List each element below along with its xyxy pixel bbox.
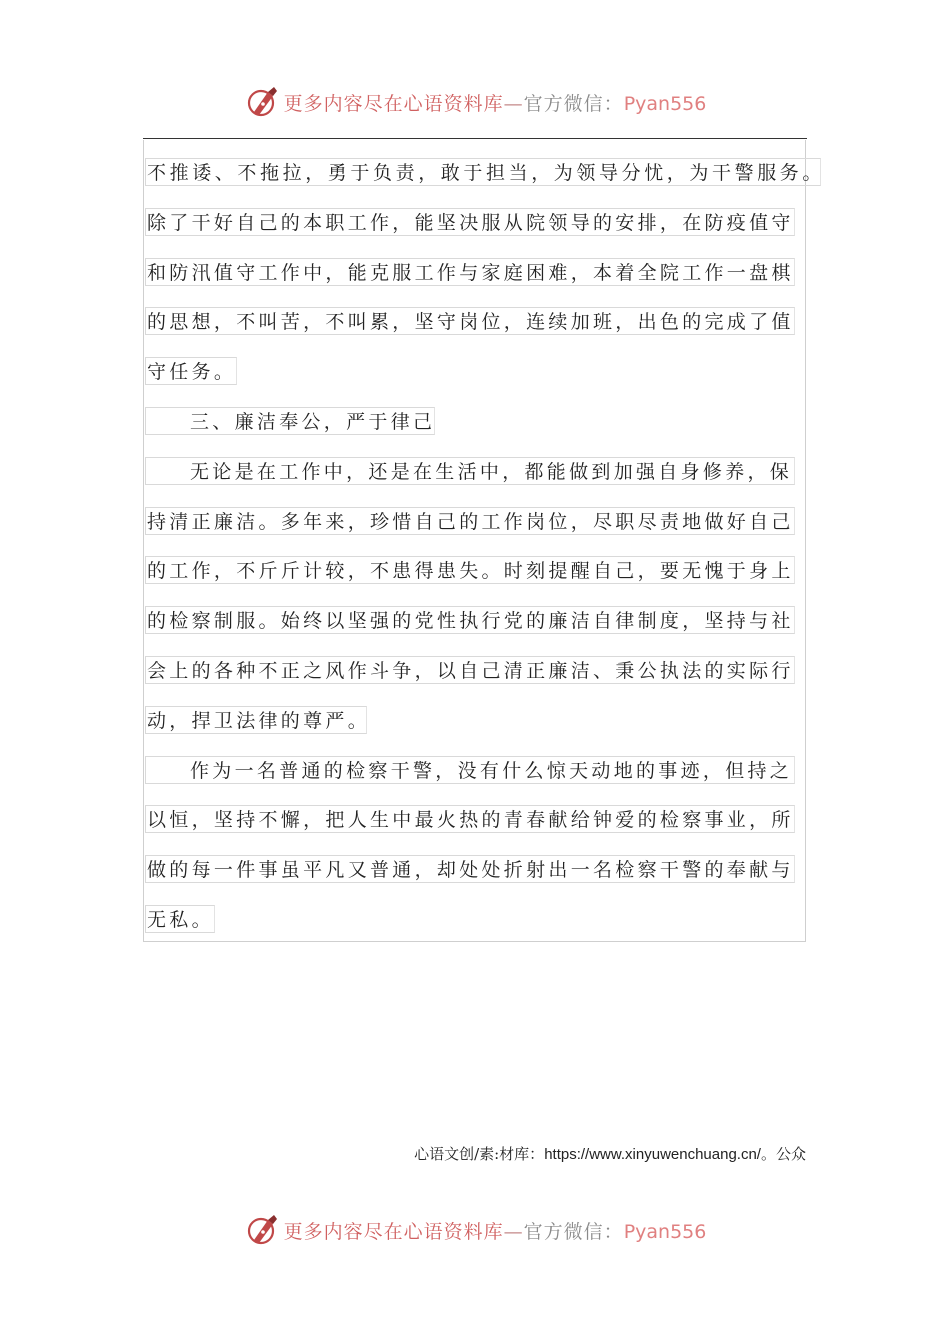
text-line bbox=[143, 297, 807, 347]
text-line-content: 无私。 bbox=[145, 905, 215, 933]
text-line bbox=[143, 895, 807, 945]
pen-nib-circle-icon bbox=[244, 84, 280, 120]
text-line-content: 无论是在工作中，还是在生活中，都能做到加强自身修养，保 bbox=[145, 457, 795, 485]
footer-banner bbox=[0, 1208, 950, 1252]
section-heading bbox=[143, 397, 807, 447]
banner-main: 更多内容尽在心语资料库 bbox=[283, 92, 504, 115]
text-line-content: 做的每一件事虽平凡又普通，却处处折射出一名检察干警的奉献与 bbox=[145, 855, 795, 883]
banner-text bbox=[284, 1217, 707, 1244]
document-body bbox=[143, 148, 826, 945]
text-line-content: 和防汛值守工作中，能克服工作与家庭困难，本着全院工作一盘棋 bbox=[145, 258, 795, 286]
banner-wechat-label: 官方微信： bbox=[523, 92, 624, 115]
text-line-content: 的工作，不斤斤计较，不患得患失。时刻提醒自己，要无愧于身上 bbox=[145, 556, 795, 584]
text-line bbox=[143, 646, 807, 696]
banner-wechat-id: Pyan556 bbox=[623, 1220, 707, 1243]
header-rule bbox=[143, 138, 807, 139]
text-line-content: 动，捍卫法律的尊严。 bbox=[145, 706, 367, 734]
banner-wechat-label: 官方微信： bbox=[523, 1220, 624, 1243]
text-line-content: 守任务。 bbox=[145, 357, 237, 385]
text-line-content: 的检察制服。始终以坚强的党性执行党的廉洁自律制度，坚持与社 bbox=[145, 606, 795, 634]
text-line bbox=[143, 447, 807, 497]
banner-separator: — bbox=[503, 1220, 524, 1243]
footer-prefix: 心语文创/素:材库： bbox=[414, 1145, 545, 1163]
footer-source-note bbox=[414, 1143, 806, 1164]
text-line-content: 的思想，不叫苦，不叫累，坚守岗位，连续加班，出色的完成了值 bbox=[145, 307, 795, 335]
banner-text bbox=[284, 89, 707, 116]
text-line bbox=[143, 248, 807, 298]
banner-logo-group bbox=[244, 1212, 707, 1248]
text-line-content: 以恒，坚持不懈，把人生中最火热的青春献给钟爱的检察事业，所 bbox=[145, 805, 795, 833]
text-line-content: 不推诿、不拖拉，勇于负责，敢于担当，为领导分忧，为干警服务。 bbox=[145, 158, 821, 186]
text-line-content: 除了干好自己的本职工作，能坚决服从院领导的安排，在防疫值守 bbox=[145, 208, 795, 236]
banner-separator: — bbox=[503, 92, 524, 115]
pen-nib-circle-icon bbox=[244, 1212, 280, 1248]
text-line bbox=[143, 497, 807, 547]
text-line bbox=[143, 546, 807, 596]
banner-wechat-id: Pyan556 bbox=[623, 92, 707, 115]
text-line bbox=[143, 148, 826, 198]
banner-main: 更多内容尽在心语资料库 bbox=[283, 1220, 504, 1243]
text-line-content: 持清正廉洁。多年来，珍惜自己的工作岗位，尽职尽责地做好自己 bbox=[145, 507, 795, 535]
text-line bbox=[143, 696, 807, 746]
footer-suffix: 。公众 bbox=[760, 1145, 806, 1163]
text-line bbox=[143, 347, 807, 397]
banner-logo-group bbox=[244, 84, 707, 120]
text-line bbox=[143, 746, 807, 796]
section-heading-text: 三、廉洁奉公，严于律己 bbox=[145, 407, 435, 435]
text-line bbox=[143, 795, 807, 845]
text-line-content: 会上的各种不正之风作斗争，以自己清正廉洁、秉公执法的实际行 bbox=[145, 656, 795, 684]
text-line-content: 作为一名普通的检察干警，没有什么惊天动地的事迹，但持之 bbox=[145, 756, 795, 784]
footer-url-link[interactable]: https://www.xinyuwenchuang.cn/ bbox=[544, 1146, 761, 1163]
header-banner bbox=[0, 80, 950, 124]
text-line bbox=[143, 845, 807, 895]
text-line bbox=[143, 596, 807, 646]
text-line bbox=[143, 198, 807, 248]
